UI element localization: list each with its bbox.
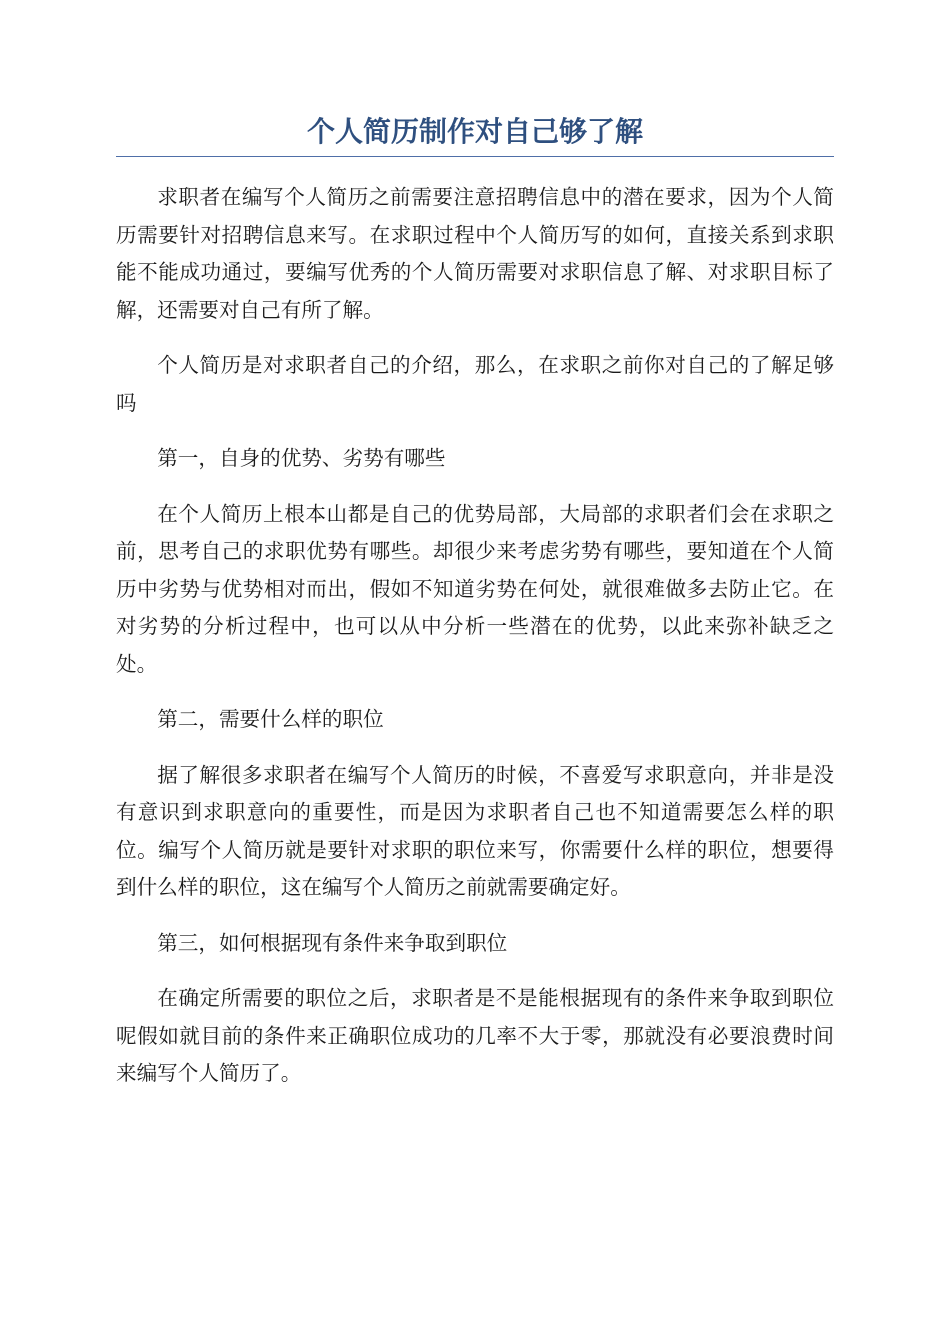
section-heading-1: 第一，自身的优势、劣势有哪些 xyxy=(157,446,446,470)
paragraph-section-3: 在确定所需要的职位之后，求职者是不是能根据现有的条件来争取到职位呢假如就目前的条件来正确职位成功的几率不大于零，那就没有必要浪费时间来编写个人简历了。 xyxy=(116,986,834,1085)
paragraph-question: 个人简历是对求职者自己的介绍，那么，在求职之前你对自己的了解足够吗 xyxy=(116,353,834,415)
section-heading-2: 第二，需要什么样的职位 xyxy=(157,707,384,731)
document-title: 个人简历制作对自己够了解 xyxy=(116,112,834,157)
section-heading-3: 第三，如何根据现有条件来争取到职位 xyxy=(157,930,508,955)
paragraph-intro: 求职者在编写个人简历之前需要注意招聘信息中的潜在要求，因为个人简历需要针对招聘信息来写。在求职过程中个人简历写的如何，直接关系到求职能不能成功通过，要编写优秀的个人简历需要对求职信息了解、对求职目标了解，还需要对自己有所了解。 xyxy=(116,185,834,322)
document-body xyxy=(116,179,834,1093)
document-page xyxy=(116,112,834,1111)
paragraph-section-2: 据了解很多求职者在编写个人简历的时候，不喜爱写求职意向，并非是没有意识到求职意向的重要性，而是因为求职者自己也不知道需要怎么样的职位。编写个人简历就是要针对求职的职位来写，你需要什么样的职位，想要得到什么样的职位，这在编写个人简历之前就需要确定好。 xyxy=(116,762,834,899)
paragraph-section-1: 在个人简历上根本山都是自己的优势局部，大局部的求职者们会在求职之前，思考自己的求职优势有哪些。却很少来考虑劣势有哪些，要知道在个人简历中劣势与优势相对而出，假如不知道劣势在何处，就很难做多去防止它。在对劣势的分析过程中，也可以从中分析一些潜在的优势，以此来弥补缺乏之处。 xyxy=(116,501,834,676)
